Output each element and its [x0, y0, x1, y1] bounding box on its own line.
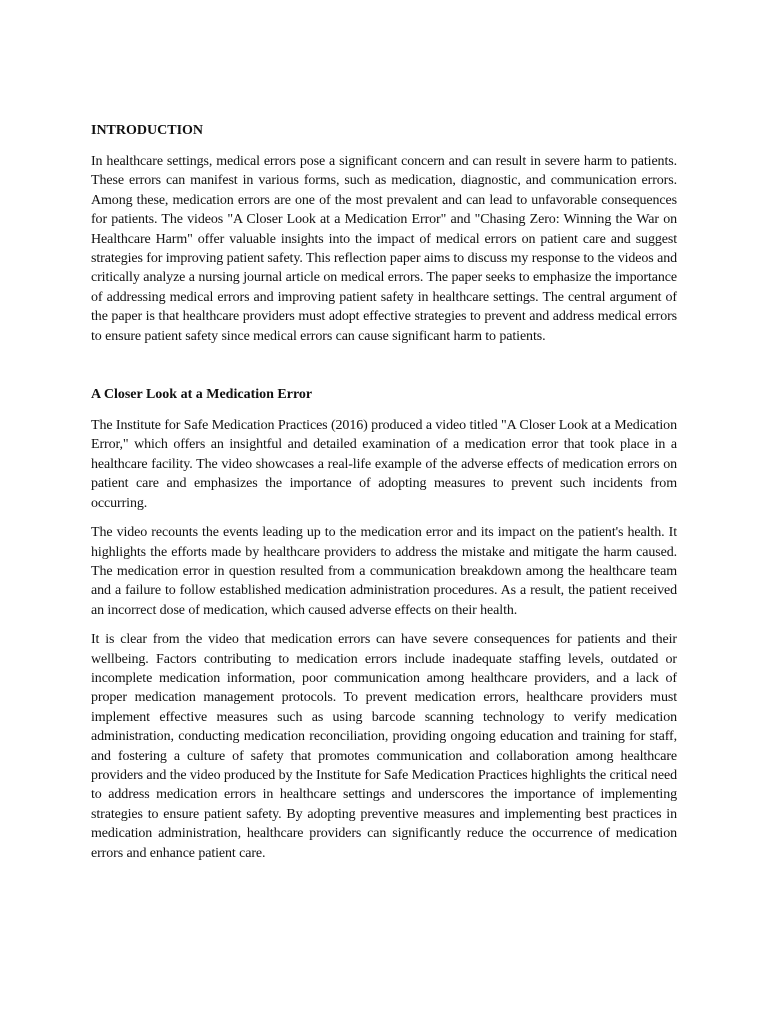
introduction-paragraph: In healthcare settings, medical errors pose a significant concern and can result in severe harm to patients. These errors can manifest in various forms, such as medication, diagnostic, and communication errors. Among these, medication errors are one of the most prevalent and can lead to unfavorable consequences for patients. The videos "A Closer Look at a Medication Error" and "Chasing Zero: Winning the War on Healthcare Harm" offer valuable insights into the impact of medical errors on patient care and suggest strategies for improving patient safety. This reflection paper aims to discuss my response to the videos and critically analyze a nursing journal article on medical errors. The paper seeks to emphasize the importance of addressing medical errors and improving patient safety in healthcare settings. The central argument of the paper is that healthcare providers must adopt effective strategies to prevent and address medical errors to ensure patient safety since medical errors can cause significant harm to patients. — [91, 154, 677, 344]
introduction-heading: INTRODUCTION — [91, 123, 204, 138]
document-page — [91, 121, 677, 873]
medication-error-paragraph-1: The Institute for Safe Medication Practices (2016) produced a video titled "A Closer Look at a Medication Error," which offers an insightful and detailed examination of a medication error that took place in a healthcare facility. The video showcases a real-life example of the adverse effects of medication errors on patient care and emphasizes the importance of adopting measures to prevent such incidents from occurring. — [91, 418, 677, 511]
section-spacer — [91, 356, 677, 385]
medication-error-paragraph-3: It is clear from the video that medication errors can have severe consequences for patients and their wellbeing. Factors contributing to medication errors include inadequate staffing levels, outdated or incomplete medication information, poor communication among healthcare providers, and a lack of proper medication management protocols. To prevent medication errors, healthcare providers must implement effective measures such as using barcode scanning technology to verify medication administration, conducting medication reconciliation, providing ongoing education and training for staff, and fostering a culture of safety that promotes communication and collaboration among healthcare providers and the video produced by the Institute for Safe Medication Practices highlights the critical need to address medication errors in healthcare settings and underscores the importance of implementing strategies to ensure patient safety. By adopting preventive measures and implementing best practices in medication administration, healthcare providers can significantly reduce the occurrence of medication errors and enhance patient care. — [91, 632, 677, 861]
medication-error-heading: A Closer Look at a Medication Error — [91, 387, 313, 403]
medication-error-paragraph-2: The video recounts the events leading up to the medication error and its impact on the patient's health. It highlights the efforts made by healthcare providers to address the mistake and mitigate the harm caused. The medication error in question resulted from a communication breakdown among the healthcare team and a failure to follow established medication administration procedures. As a result, the patient received an incorrect dose of medication, which caused adverse effects on their health. — [91, 525, 677, 618]
